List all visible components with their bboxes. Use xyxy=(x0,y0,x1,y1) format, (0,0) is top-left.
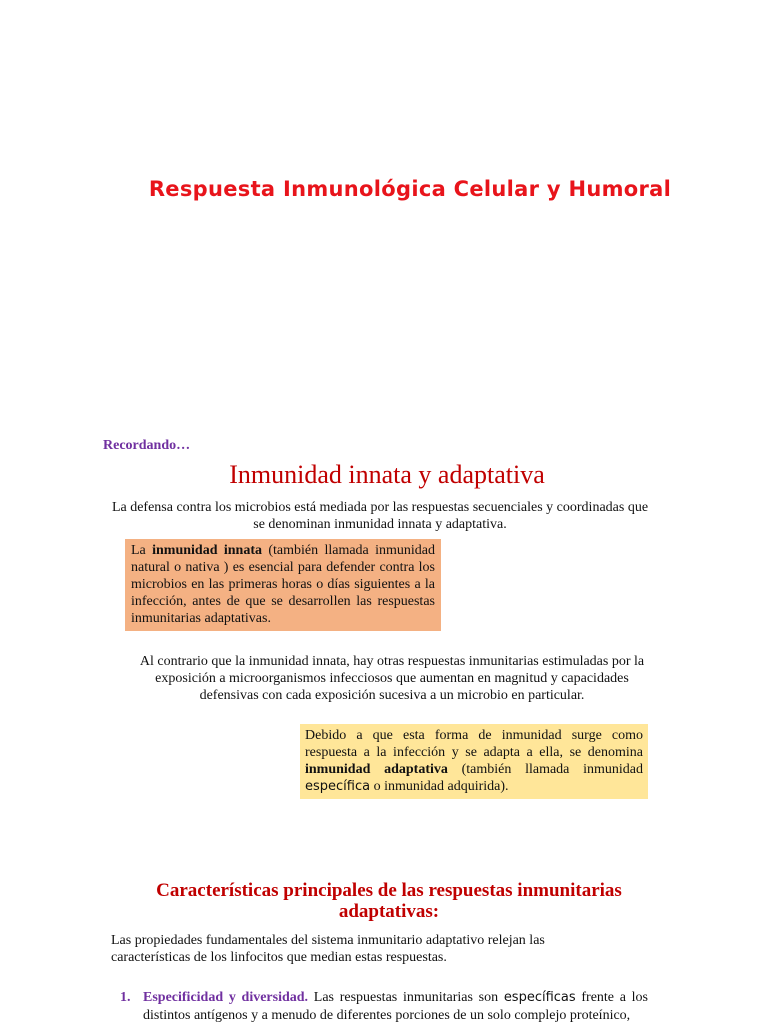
characteristics-list xyxy=(120,989,648,1025)
specific-word: específica xyxy=(305,779,371,794)
contrast-line: exposición a microorganismos infecciosos que aumentan en magnitud y capacidades xyxy=(155,671,629,686)
characteristics-heading-line: adaptativas: xyxy=(338,901,440,922)
properties-line: características de los linfocitos que median estas respuestas. xyxy=(111,950,447,965)
section-heading: Inmunidad innata y adaptativa xyxy=(229,460,545,489)
intro-paragraph xyxy=(100,499,660,533)
innate-box-text: (también llamada inmunidad natural o nativa ) es esencial para defender contra los microbios en las primeras horas o días siguientes a la infección, antes de que se desarrollen las respuestas inmunitarias adaptativas. xyxy=(131,543,436,626)
list-item-term: Especificidad y diversidad. xyxy=(143,990,309,1005)
contrast-line: defensivas con cada exposición sucesiva a un microbio en particular. xyxy=(199,688,585,703)
characteristics-heading-line: Características principales de las respuestas inmunitarias xyxy=(156,880,622,901)
properties-paragraph xyxy=(111,932,671,966)
adaptive-box-lead: Debido a que esta forma de inmunidad surge como respuesta a la infección y se adapta a ella, se denomina xyxy=(305,728,643,760)
list-item xyxy=(120,989,648,1025)
recordando-label: Recordando… xyxy=(103,438,191,453)
intro-line: se denominan inmunidad innata y adaptativa. xyxy=(253,517,507,532)
innate-immunity-term: inmunidad innata xyxy=(152,543,262,558)
adaptive-box-rest: o inmunidad adquirida). xyxy=(370,779,509,794)
properties-line: Las propiedades fundamentales del sistema inmunitario adaptativo relejan las xyxy=(111,933,545,948)
contrast-line: Al contrario que la inmunidad innata, hay otras respuestas inmunitarias estimuladas por la xyxy=(139,654,645,669)
list-item-specific-word: específicas xyxy=(503,990,576,1005)
adaptive-immunity-term: inmunidad adaptativa xyxy=(305,762,448,777)
contrast-paragraph xyxy=(126,653,658,704)
list-item-lead: Las respuestas inmunitarias son xyxy=(308,990,504,1005)
list-item-number: 1. xyxy=(120,990,131,1005)
document-title: Respuesta Inmunológica Celular y Humoral xyxy=(148,177,672,201)
adaptive-box-mid: (también llamada inmunidad xyxy=(447,762,643,777)
intro-line: La defensa contra los microbios está mediada por las respuestas secuenciales y coordinadas que xyxy=(111,500,649,515)
list-item-text: frente a los distintos antígenos y a menudo de diferentes porciones de un solo complejo proteínico, xyxy=(143,990,648,1023)
innate-immunity-box xyxy=(125,539,441,631)
characteristics-heading xyxy=(0,880,768,922)
adaptive-immunity-box xyxy=(300,724,648,799)
innate-box-lead: La xyxy=(131,543,153,558)
